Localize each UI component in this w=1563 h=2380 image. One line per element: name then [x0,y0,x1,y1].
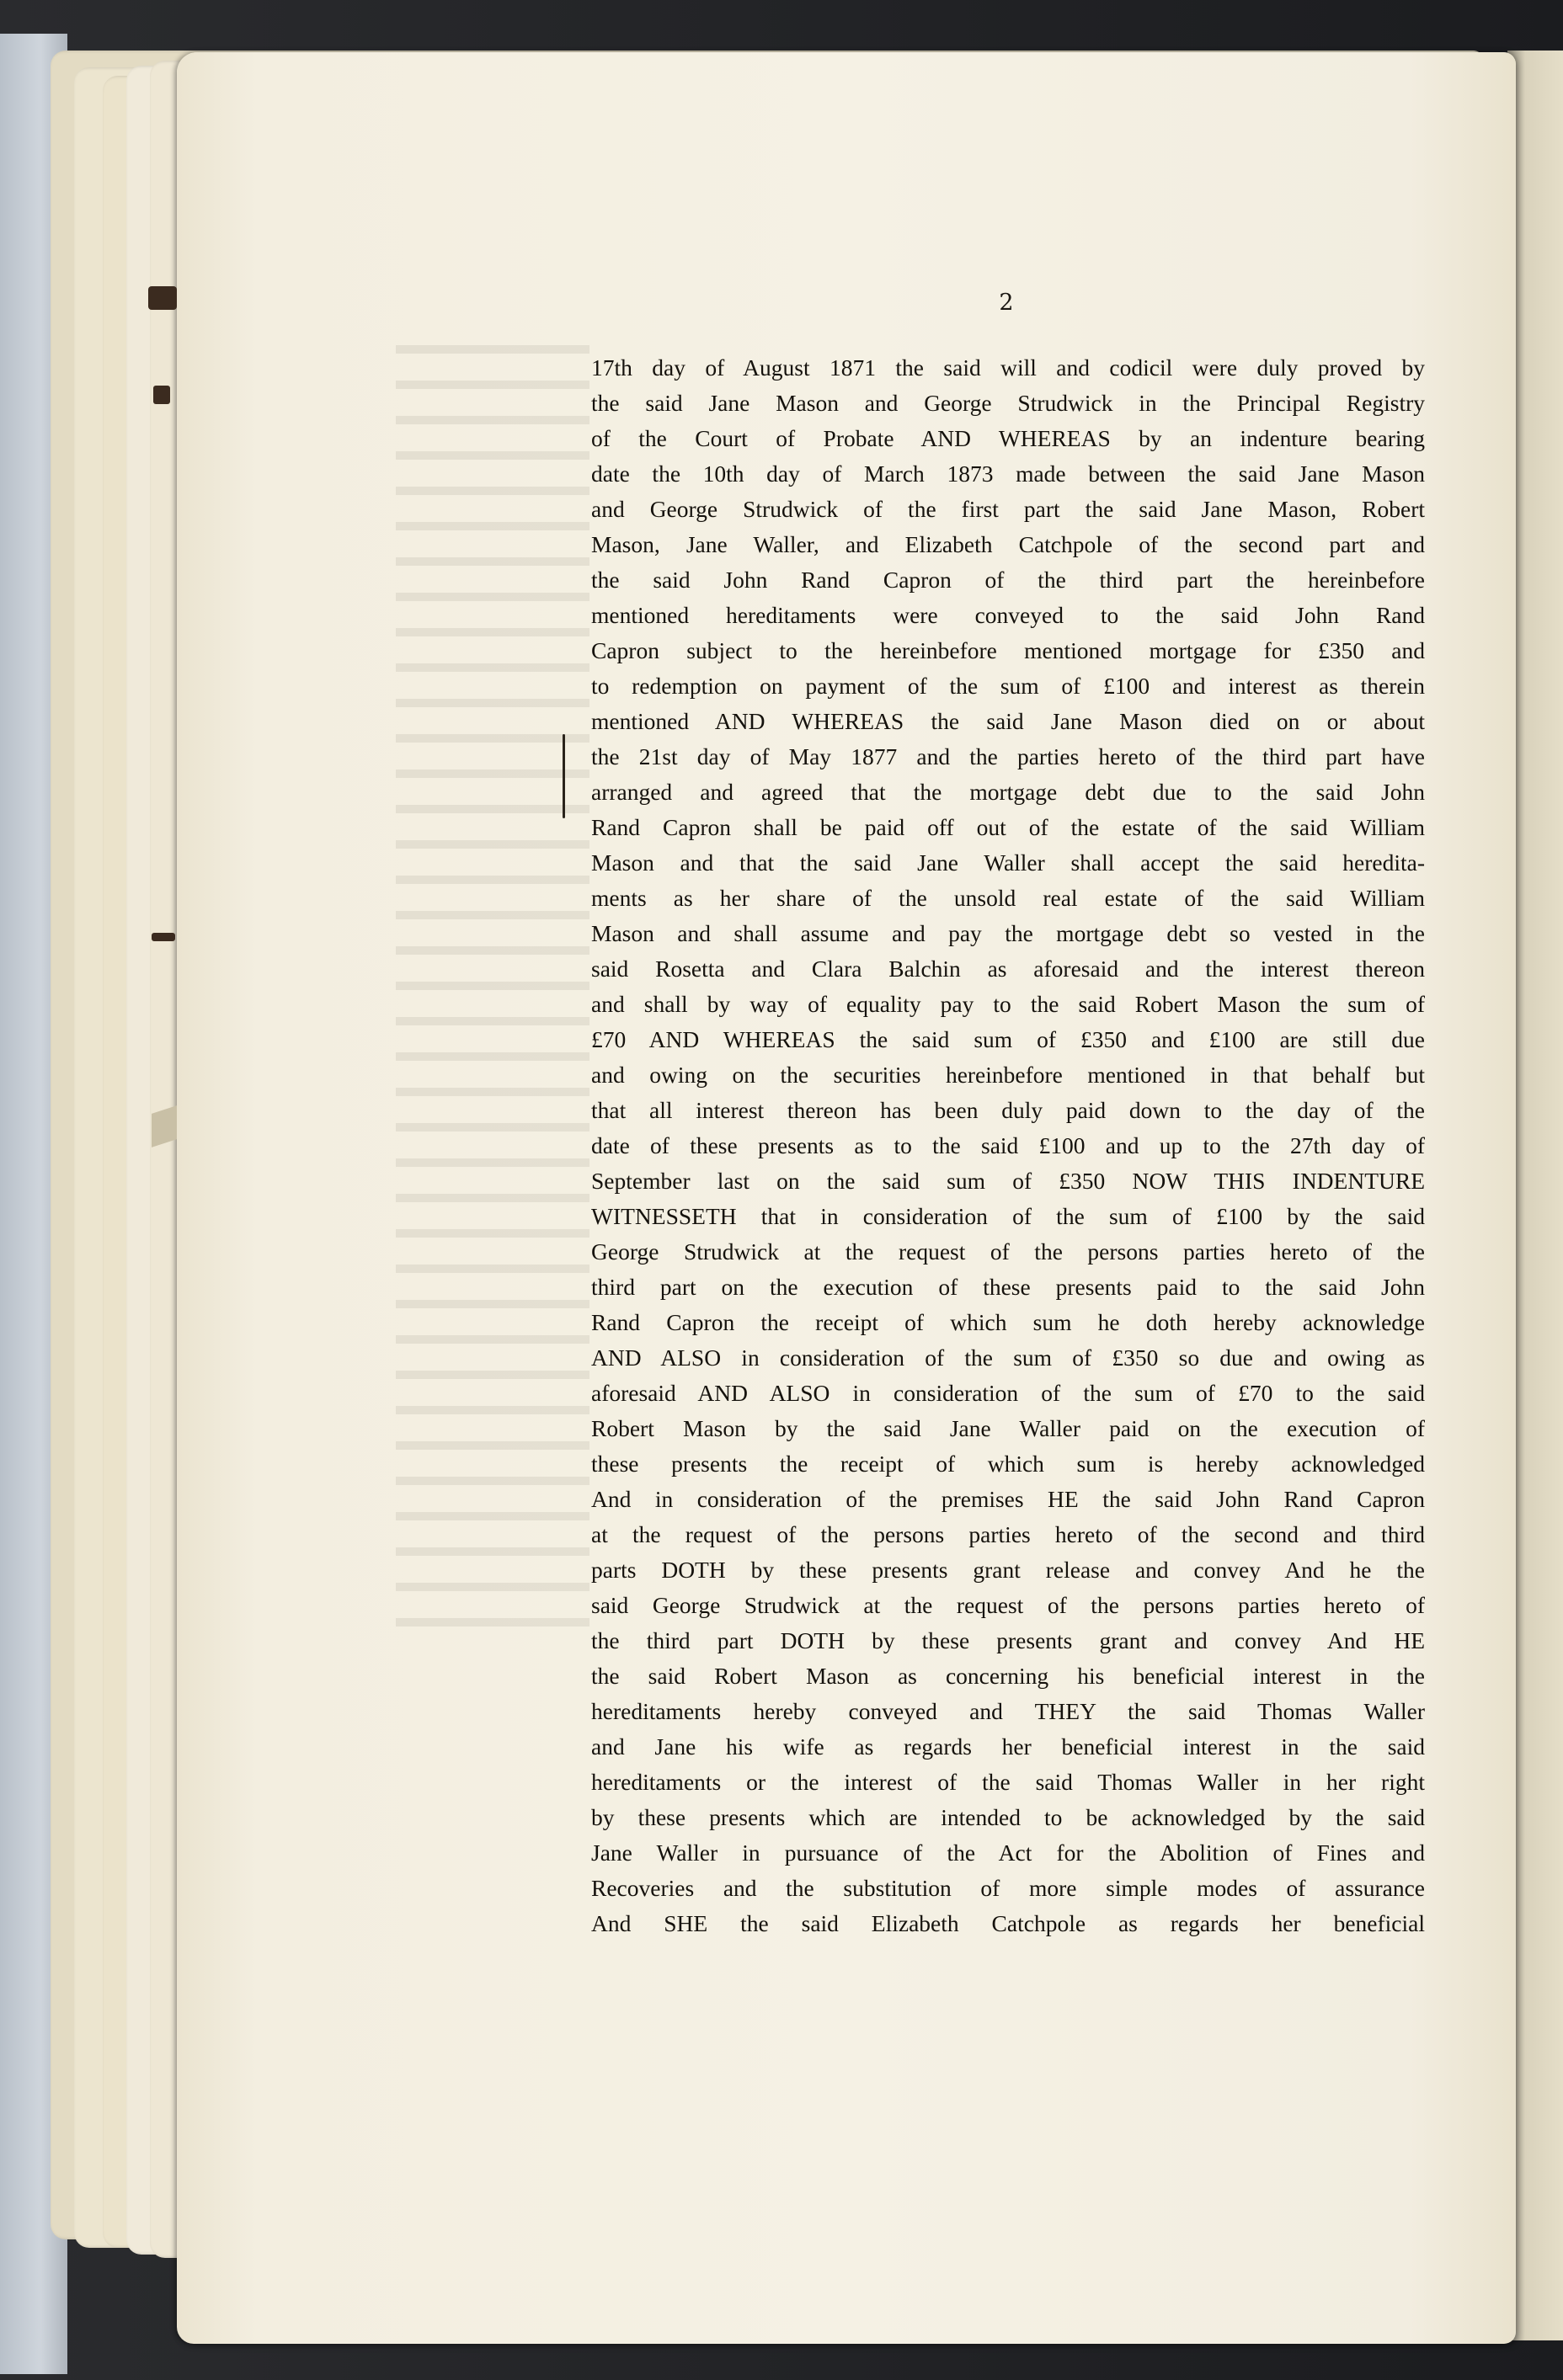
text-line: the said Jane Mason and George Strudwick in the Principal Registry [591,390,1425,416]
text-line: Jane Waller in pursuance of the Act for the Abolition of Fines and [591,1840,1425,1866]
text-line: hereditaments or the interest of the said Thomas Waller in her right [591,1769,1425,1795]
text-line: mentioned hereditaments were conveyed to the said John Rand [591,602,1425,628]
text-line: said George Strudwick at the request of the persons parties hereto of [591,1592,1425,1618]
text-line: And in consideration of the premises HE the said John Rand Capron [591,1486,1425,1512]
spine-tab [152,933,175,941]
spine-tab [153,386,170,404]
text-line: Capron subject to the hereinbefore mentioned mortgage for £350 and [591,637,1425,663]
text-line: the said John Rand Capron of the third part the hereinbefore [591,567,1425,593]
text-line: to redemption on payment of the sum of £100 and interest as therein [591,673,1425,699]
text-line: £70 AND WHEREAS the said sum of £350 and £100 are still due [591,1026,1425,1052]
text-line: George Strudwick at the request of the persons parties hereto of the [591,1238,1425,1265]
text-line: hereditaments hereby conveyed and THEY the said Thomas Waller [591,1698,1425,1724]
text-line: said Rosetta and Clara Balchin as aforesaid and the interest thereon [591,956,1425,982]
text-line: by these presents which are intended to be acknowledged by the said [591,1804,1425,1830]
text-line: and shall by way of equality pay to the said Robert Mason the sum of [591,991,1425,1017]
text-line: date of these presents as to the said £100 and up to the 27th day of [591,1132,1425,1158]
text-line: aforesaid AND ALSO in consideration of the sum of £70 to the said [591,1380,1425,1406]
text-line: ments as her share of the unsold real estate of the said William [591,885,1425,911]
text-line: of the Court of Probate AND WHEREAS by an indenture bearing [591,425,1425,451]
text-line: the third part DOTH by these presents grant and convey And HE [591,1627,1425,1653]
text-line: Mason and shall assume and pay the mortgage debt so vested in the [591,920,1425,946]
text-line: the 21st day of May 1877 and the parties hereto of the third part have [591,743,1425,769]
text-line: the said Robert Mason as concerning his beneficial interest in the [591,1663,1425,1689]
text-line: mentioned AND WHEREAS the said Jane Mason died on or about [591,708,1425,734]
text-line: and owing on the securities hereinbefore mentioned in that behalf but [591,1062,1425,1088]
body-text [591,350,1425,1941]
text-line: AND ALSO in consideration of the sum of £350 so due and owing as [591,1344,1425,1371]
spine-tab [148,286,177,310]
text-line: that all interest thereon has been duly paid down to the day of the [591,1097,1425,1123]
text-line: Recoveries and the substitution of more simple modes of assurance [591,1875,1425,1901]
text-line: at the request of the persons parties hereto of the second and third [591,1521,1425,1547]
text-line: and Jane his wife as regards her beneficial interest in the said [591,1733,1425,1760]
text-line: And SHE the said Elizabeth Catchpole as regards her beneficial [591,1910,1425,1936]
text-line: third part on the execution of these presents paid to the said John [591,1274,1425,1300]
text-line: and George Strudwick of the first part the said Jane Mason, Robert [591,496,1425,522]
bleed-through-text [396,345,589,1642]
text-line: 17th day of August 1871 the said will and codicil were duly proved by [591,354,1425,381]
text-line: WITNESSETH that in consideration of the sum of £100 by the said [591,1203,1425,1229]
text-line: Mason and that the said Jane Waller shall accept the said heredita- [591,849,1425,876]
text-line: these presents the receipt of which sum is hereby acknowledged [591,1451,1425,1477]
text-line: parts DOTH by these presents grant release and convey And he the [591,1557,1425,1583]
text-line: September last on the said sum of £350 NOW THIS INDENTURE [591,1168,1425,1194]
text-line: Rand Capron the receipt of which sum he doth hereby acknowledge [591,1309,1425,1335]
text-line: Robert Mason by the said Jane Waller paid on the execution of [591,1415,1425,1441]
text-line: arranged and agreed that the mortgage debt due to the said John [591,779,1425,805]
text-line: date the 10th day of March 1873 made between the said Jane Mason [591,461,1425,487]
text-line: Rand Capron shall be paid off out of the estate of the said William [591,814,1425,840]
page-number: 2 [999,290,1014,316]
margin-mark [563,734,565,818]
text-line: Mason, Jane Waller, and Elizabeth Catchpole of the second part and [591,531,1425,557]
